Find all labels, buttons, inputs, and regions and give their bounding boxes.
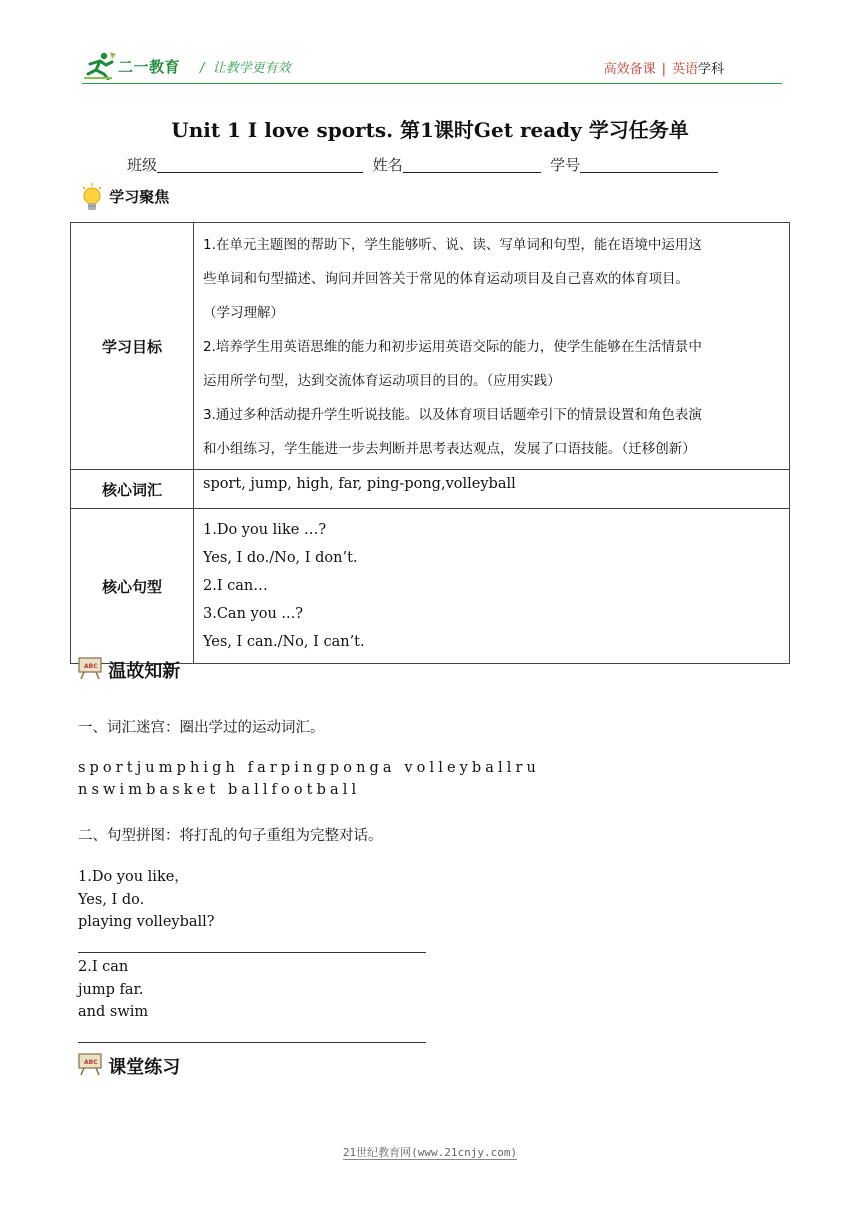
header-separator: | xyxy=(661,62,666,77)
task1-instruction: 一、词汇迷宫：圈出学过的运动词汇。 xyxy=(78,720,325,736)
page-title: Unit 1 I love sports. 第1课时Get ready 学习任务单 xyxy=(171,118,689,142)
brand-logo xyxy=(82,50,194,80)
word-maze-line-1: sportjumphigh farpingponga volleyballru xyxy=(78,760,540,776)
sentence-line: Yes, I do./No, I don’t. xyxy=(203,550,358,566)
sentence-line: 1.Do you like …? xyxy=(203,522,327,538)
class-label: 班级 xyxy=(127,156,158,174)
learning-focus-table xyxy=(70,222,790,664)
review-section-title xyxy=(78,656,180,683)
class-field[interactable] xyxy=(157,156,363,173)
goal-line: 3.通过多种活动提升学生听说技能。以及体育项目话题牵引下的情景设置和角色表演 xyxy=(203,407,702,423)
vocab-content xyxy=(194,470,790,509)
puzzle-line: and swim xyxy=(78,1004,149,1020)
table-row xyxy=(71,223,790,470)
review-section-label: 温故知新 xyxy=(108,661,181,682)
easel-board-icon xyxy=(78,656,102,680)
puzzle-line: 2.I can xyxy=(78,959,129,975)
puzzle-line: jump far. xyxy=(78,981,144,998)
goal-line: 2.培养学生用英语思维的能力和初步运用英语交际的能力，使学生能够在生活情景中 xyxy=(203,339,702,355)
table-row xyxy=(71,509,790,664)
practice-section-title xyxy=(78,1052,180,1079)
easel-board-icon xyxy=(78,1052,102,1076)
goal-line: 和小组练习，学生能进一步去判断并思考表达观点，发展了口语技能。（迁移创新） xyxy=(203,441,696,457)
name-field[interactable] xyxy=(403,156,541,173)
answer-line-2[interactable] xyxy=(78,1042,426,1043)
footer-link[interactable]: 21世纪教育网(www.21cnjy.com) xyxy=(342,1146,518,1159)
runner-logo-icon xyxy=(82,50,118,80)
focus-section-label: 学习聚焦 xyxy=(109,188,170,206)
id-label: 学号 xyxy=(550,156,581,174)
student-info xyxy=(127,154,718,175)
focus-section-title xyxy=(80,182,169,216)
header-subject xyxy=(604,58,724,77)
lightbulb-icon xyxy=(80,182,104,216)
logo-text: 二一教育 xyxy=(118,58,181,76)
practice-section-label: 课堂练习 xyxy=(108,1057,181,1078)
table-row xyxy=(71,470,790,509)
goal-line: （学习理解） xyxy=(203,305,284,321)
svg-text:ABC: ABC xyxy=(84,663,98,670)
puzzle-1 xyxy=(78,866,215,934)
goals-label: 学习目标 xyxy=(71,223,194,470)
subject-name: 英语 xyxy=(671,62,698,77)
task2-instruction: 二、句型拼图：将打乱的句子重组为完整对话。 xyxy=(78,828,383,844)
name-label: 姓名 xyxy=(372,156,403,174)
puzzle-line: 1.Do you like， xyxy=(78,869,189,885)
word-maze-line-2: nswimbasket ballfootball xyxy=(78,782,361,798)
header-tagline: 高效备课 xyxy=(603,62,656,77)
puzzle-2 xyxy=(78,956,148,1024)
vocab-text: sport, jump, high, far, ping-pong,volleyball xyxy=(203,476,516,492)
sentence-line: 2.I can… xyxy=(203,578,268,594)
answer-line-1[interactable] xyxy=(78,952,426,953)
header-slogan: / 让教学更有效 xyxy=(200,61,291,76)
sentences-label: 核心句型 xyxy=(71,509,194,664)
goal-line: 运用所学句型，达到交流体育运动项目的目的。（应用实践） xyxy=(203,373,561,389)
id-field[interactable] xyxy=(580,156,718,173)
page-header xyxy=(82,50,782,84)
puzzle-line: playing volleyball? xyxy=(78,914,215,930)
sentence-line: 3.Can you ...? xyxy=(203,606,303,622)
vocab-label: 核心词汇 xyxy=(71,470,194,509)
subject-suffix: 学科 xyxy=(697,62,724,77)
header-divider xyxy=(82,83,782,84)
goal-line: 1.在单元主题图的帮助下，学生能够听、说、读、写单词和句型，能在语境中运用这 xyxy=(203,237,702,253)
svg-text:ABC: ABC xyxy=(84,1059,98,1066)
sentence-line: Yes, I can./No, I can’t. xyxy=(203,634,365,650)
goal-line: 些单词和句型描述、询问并回答关于常见的体育运动项目及自己喜欢的体育项目。 xyxy=(203,271,689,287)
puzzle-line: Yes, I do. xyxy=(78,891,145,908)
goals-content xyxy=(194,223,790,470)
sentences-content xyxy=(194,509,790,664)
page-footer xyxy=(0,1144,860,1160)
